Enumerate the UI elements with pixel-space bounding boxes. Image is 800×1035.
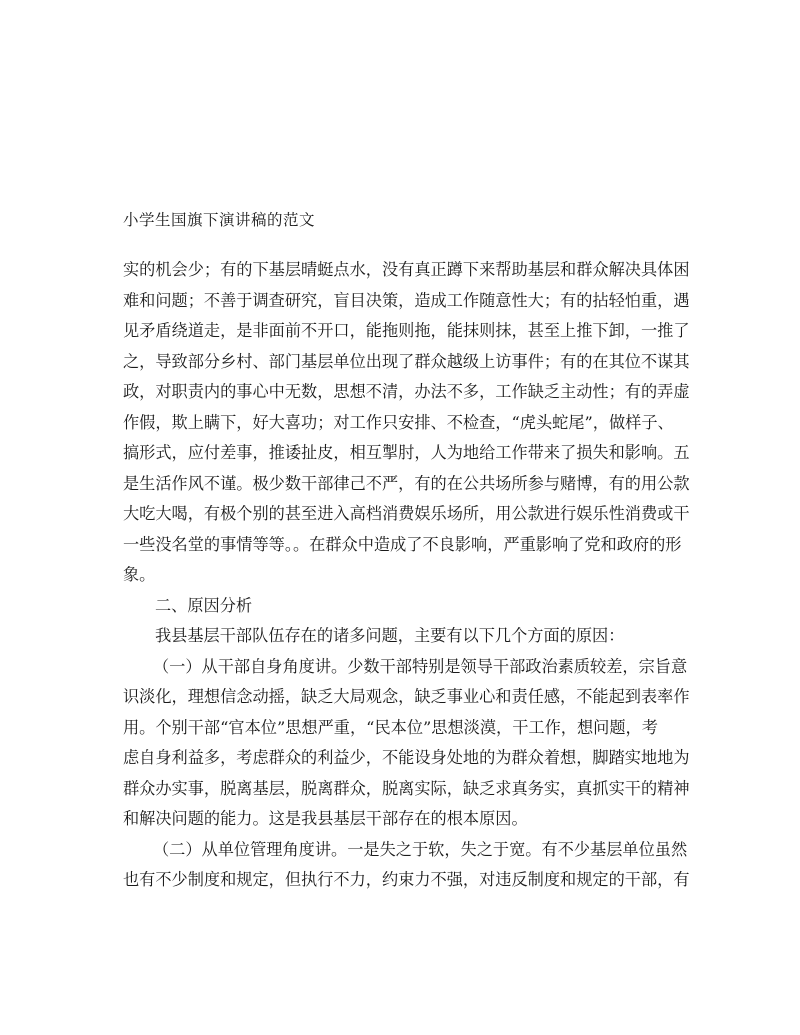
paragraph-line: 识淡化，理想信念动摇，缺乏大局观念，缺乏事业心和责任感，不能起到表率作 xyxy=(123,687,690,706)
document-title: 小学生国旗下演讲稿的范文 xyxy=(123,211,316,229)
paragraph-line: 作假，欺上瞒下，好大喜功；对工作只安排、不检查，“虎头蛇尾”，做样子、 xyxy=(123,412,674,432)
paragraph-line: 群众办实事，脱离基层，脱离群众，脱离实际，缺乏求真务实，真抓实干的精神 xyxy=(123,778,690,798)
document-body xyxy=(123,255,690,896)
paragraph-line: 虑自身利益多，考虑群众的利益少，不能设身处地的为群众着想，脚踏实地地为 xyxy=(123,748,690,767)
section-heading: 二、原因分析 xyxy=(155,595,253,615)
paragraph-line: 之，导致部分乡村、部门基层单位出现了群众越级上访事件；有的在其位不谋其 xyxy=(123,351,690,371)
paragraph-line: 难和问题；不善于调查研究，盲目决策，造成工作随意性大；有的拈轻怕重，遇 xyxy=(123,290,690,310)
paragraph-line: 一些没名堂的事情等等。。在群众中造成了不良影响，严重影响了党和政府的形 xyxy=(123,534,682,554)
paragraph-line: 政，对职责内的事心中无数，思想不清，办法不多，工作缺乏主动性；有的弄虚 xyxy=(123,382,690,401)
paragraph-line: （二）从单位管理角度讲。一是失之于软，失之于宽。有不少基层单位虽然 xyxy=(153,839,688,859)
paragraph-line: 见矛盾绕道走，是非面前不开口，能拖则拖，能抹则抹，甚至上推下卸，一推了 xyxy=(123,321,690,340)
paragraph-line: 搞形式，应付差事，推诿扯皮，相互掣肘，人为地给工作带来了损失和影响。五 xyxy=(123,443,690,462)
paragraph-line: 也有不少制度和规定，但执行不力，约束力不强，对违反制度和规定的干部，有 xyxy=(123,870,690,889)
paragraph-line: 是生活作风不谨。极少数干部律己不严，有的在公共场所参与赌博，有的用公款 xyxy=(123,473,690,493)
paragraph-line: 象。 xyxy=(123,565,156,584)
paragraph-line: 大吃大喝，有极个别的甚至进入高档消费娱乐场所，用公款进行娱乐性消费或干 xyxy=(123,504,690,523)
paragraph-line: （一）从干部自身角度讲。少数干部特别是领导干部政治素质较差，宗旨意 xyxy=(153,656,688,676)
paragraph-line: 和解决问题的能力。这是我县基层干部存在的根本原因。 xyxy=(123,809,528,828)
paragraph-line: 我县基层干部队伍存在的诸多问题，主要有以下几个方面的原因： xyxy=(155,626,625,645)
paragraph-line: 实的机会少；有的下基层晴蜓点水，没有真正蹲下来帮助基层和群众解决具体困 xyxy=(123,260,690,279)
paragraph-line: 用。个别干部“官本位”思想严重，“民本位”思想淡漠，干工作，想问题，考 xyxy=(123,717,658,737)
